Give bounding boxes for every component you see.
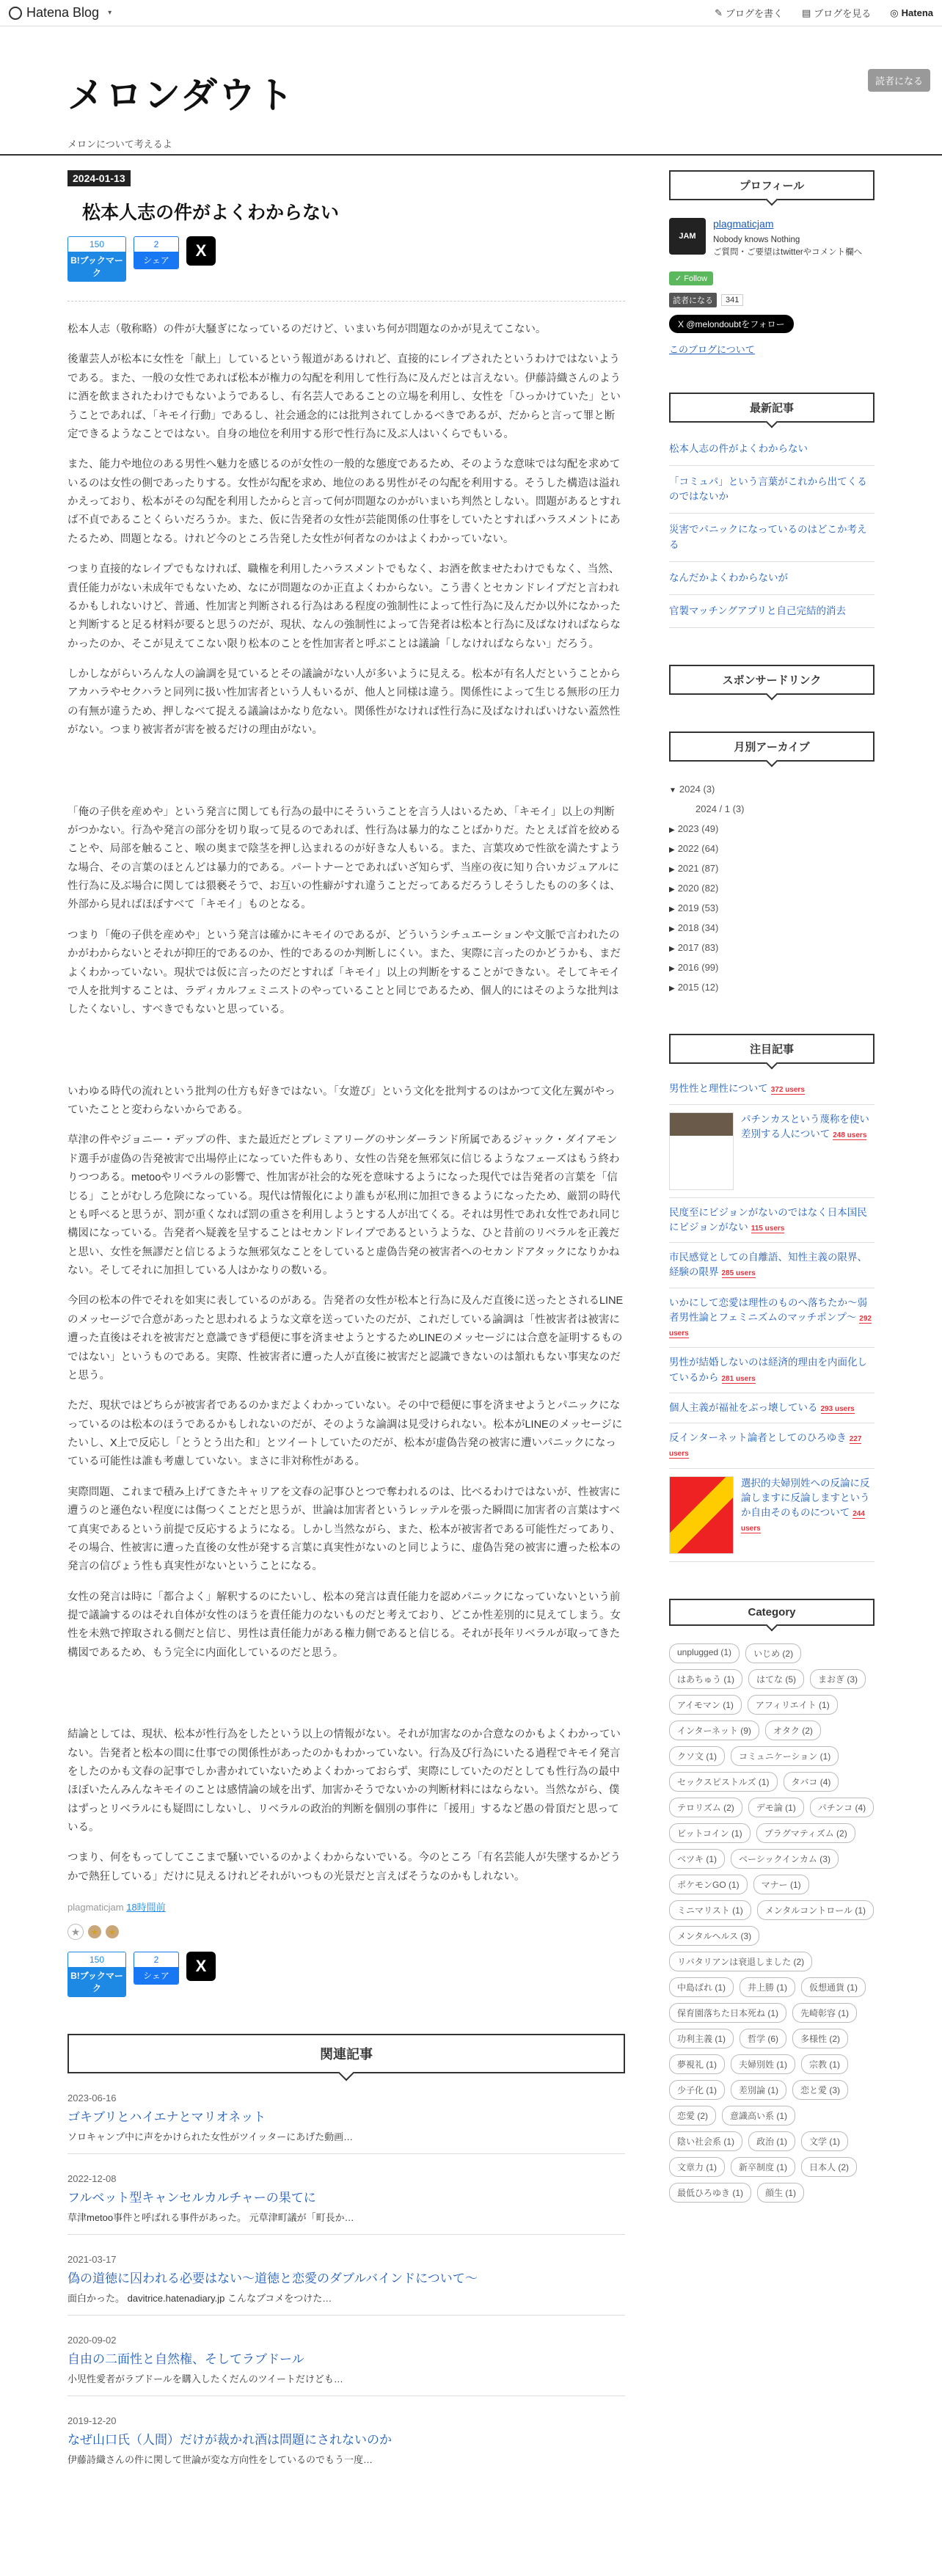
archive-year[interactable] (669, 779, 875, 799)
view-blog-link[interactable] (802, 6, 871, 20)
category-tag[interactable]: 保育園落ちた日本死ね (1) (669, 2003, 786, 2023)
profile-bio: Nobody knows Nothing ご質問・ご要望はtwitterやコメント欄へ (713, 236, 863, 258)
category-tag[interactable]: 差別論 (1) (731, 2080, 786, 2100)
category-tag[interactable]: 功利主義 (1) (669, 2029, 734, 2048)
related-item[interactable] (67, 2173, 625, 2235)
triangle-right-icon[interactable]: ▶ (669, 866, 675, 875)
category-tag[interactable]: オタク (2) (765, 1721, 821, 1740)
category-tag[interactable]: タバコ (4) (784, 1772, 839, 1792)
category-tag[interactable]: いじめ (2) (745, 1643, 801, 1663)
category-tag[interactable]: マナー (1) (753, 1875, 809, 1894)
paragraph: つまり「俺の子供を産めや」という発言は確かにキモイのであるが、どういうシチュエーションや文脈で言われたのかがわからないとそれが抑圧的であるのか、性的であるのか判断しにくい。また、実際に言ったのかどうかも、まだよくわかっていない。現状では仮に言ったのだとすれば「キモイ」以上の判断をすることができない。そしてキモイで人を批判することは、ラディカルフェミニストのやっていることと同じであるため、個人的にはそのような批判はしたくないし、すべきでもないと思っている。 (67, 929, 621, 1016)
category-tag[interactable]: 新卒制度 (1) (731, 2157, 795, 2177)
related-snippet: 伊藤詩織さんの件に関して世論が変な方向性をしているのでもう一度… (67, 2454, 373, 2466)
profile-card (669, 218, 875, 260)
divider (67, 301, 625, 302)
related-date: 2023-06-16 (67, 2092, 117, 2104)
divider (67, 2153, 625, 2154)
triangle-right-icon[interactable]: ▶ (669, 985, 675, 993)
category-tag[interactable]: 仮想通貨 (1) (801, 1977, 866, 1997)
x-share-button[interactable]: X (186, 1952, 216, 1981)
attention-item[interactable] (669, 1198, 875, 1244)
attention-list (669, 1074, 875, 1561)
category-tag[interactable]: 夢視礼 (1) (669, 2054, 725, 2074)
category-tag[interactable]: ビットコイン (1) (669, 1823, 751, 1843)
attention-item[interactable] (669, 1393, 875, 1423)
x-share-button[interactable]: X (186, 236, 216, 266)
archive-year[interactable] (669, 858, 875, 878)
attention-title[interactable]: 市民感覚としての自離語、知性主義の限界、経験の限界 (669, 1252, 867, 1278)
category-tag[interactable]: テロリズム (2) (669, 1798, 742, 1817)
attention-item[interactable] (669, 1423, 875, 1469)
related-title[interactable]: ゴキブリとハイエナとマリオネット (67, 2110, 266, 2125)
star-user-avatar[interactable]: ★ (106, 1925, 119, 1938)
bookmark-label: B!ブックマーク (68, 252, 125, 281)
category-tag[interactable]: リバタリアンは衰退しました (2) (669, 1952, 812, 1971)
attention-title[interactable]: 男性が結婚しないのは経済的理由を内面化しているから (669, 1357, 867, 1383)
paragraph: 草津の件やジョニー・デップの件、また最近だとプレミアリーグのサンダーランド所属であるジャック・ダイアモンド選手が虚偽の告発被害で出場停止になっていた件もあり、女性の告発を無邪気に信じるようなフェーズはもう終わりつつある。metooやリベラルの影響で、性加害が社会的な死を意味するようになった現代では告発者の言葉を「信じる」ことがむしろ危険になっている。現代は情報化により誰もが私刑に加担できるようになったため、厳罰の時代とも呼べると思うが、罰が重くなれば罰の重さを利用しようとする人が出てくる。それは男性であれ女性であれ同じ構図になっている。告発者へ疑義を呈することはセカンドレイプであるというような、ひと昔前のリベラルを正義だと思い、女性を無謬だと信じるような無邪気なことをしていると虚偽告発の被害者へのセカンドアタックになりかねない。そしてそれに加担している人はかなりの数いる。 (67, 1134, 621, 1277)
archive-year[interactable] (669, 878, 875, 898)
related-snippet: 小児性愛者がラブドールを購入したくだんのツイートだけども… (67, 2374, 343, 2385)
archive-year-label[interactable]: 2018 (34) (677, 922, 719, 934)
category-tag[interactable]: ベーシックインカム (3) (731, 1849, 839, 1869)
archive-heading: 月別アーカイブ (669, 731, 875, 762)
pencil-icon: ✎ (715, 7, 723, 18)
write-blog-label: ブログを書く (725, 8, 783, 19)
related-item[interactable] (67, 2335, 625, 2396)
attention-users[interactable]: 281 users (721, 1374, 756, 1383)
paragraph: つまり、何をもってしてここまで騒いでいるのかよくわからないでいる。今のところ「有名芸能人が失墜するかどうかで熱狂している」だけに見えるけれどそれがいつもの光景だと言えばそうなのかもしれない。 (67, 1852, 621, 1883)
recent-list (669, 433, 875, 629)
archive-year-label[interactable]: 2023 (49) (677, 823, 719, 835)
attention-item[interactable] (669, 1348, 875, 1393)
category-tag[interactable]: 宗教 (1) (801, 2054, 848, 2074)
attention-users[interactable]: 244 users (741, 1510, 865, 1533)
triangle-down-icon[interactable]: ▼ (669, 787, 676, 795)
category-tag[interactable]: セックスピストルズ (1) (669, 1772, 778, 1792)
related-snippet: 草津metoo事件と呼ばれる事件があった。 元草津町議が「町長か… (67, 2212, 354, 2224)
category-tag[interactable]: ミニマリスト (1) (669, 1900, 751, 1920)
paragraph: 結論としては、現状、松本が性行為をしたという以上の情報がない。それが加害なのか合意なのかもよくわかっていない。告発者と松本の間に仕事での関係性があったのかもわかっていない。行為及び行為にいたる過程でキモイ発言をしたのかも文春の記事でしか書かれていないためよくわかっておらず、実際にしていたのだとしても性行為の最中ほぼいたんみんなキモイのことは感情論の域を出ず、加害かそうでないかの判断材料にはならない。当然ながら、僕はずっとリベラルにも疑問にしないし、リベラルの政治的判断を個別の事件に「援用」するなど愚の骨頂だと思っている。 (67, 1729, 621, 1834)
category-tag[interactable]: パチンコ (4) (810, 1798, 874, 1817)
attention-item[interactable] (669, 1469, 875, 1562)
facebook-share-button[interactable] (134, 236, 179, 269)
category-tag[interactable]: 文章力 (1) (669, 2157, 725, 2177)
category-module (669, 1599, 875, 2203)
recent-item[interactable]: 災害でパニックになっているのはどこか考える (669, 514, 875, 562)
paragraph: また、能力や地位のある男性へ魅力を感じるのが女性の一般的な態度であるため、そのような意味では勾配を求めているのは女性の側であったりする。女性が勾配を求め、地位のある男性がその勾配を利用する。そうした構造は溢れかえっており、松本がその勾配を利用したからと言って何が問題なのかがいまいち判然としない。問題があるとすれば不貞であることくらいだろうか。また、仮に告発者の女性が芸能関係の仕事をしていたとすればハラスメントにあたるため、問題となる。けれど今のところ告発した女性が何者なのかはよくわかっていない。 (67, 459, 621, 545)
profile-module (669, 170, 875, 356)
recent-item[interactable]: 「コミュパ」という言葉がこれから出てくるのではないか (669, 466, 875, 514)
hatena-logo-icon (9, 7, 22, 20)
category-tag[interactable]: コミュニケーション (1) (731, 1746, 839, 1766)
related-title[interactable]: フルベット型キャンセルカルチャーの果てに (67, 2191, 316, 2205)
archive-year[interactable] (669, 977, 875, 997)
triangle-right-icon[interactable]: ▶ (669, 945, 675, 954)
attention-title[interactable]: 男性性と理性について (669, 1083, 768, 1095)
recent-module (669, 393, 875, 629)
related-title[interactable]: 自由の二面性と自然権、そしてラブドール (67, 2352, 304, 2367)
x-follow-button[interactable]: X @melondoubtをフォロー (669, 315, 794, 333)
paragraph: 女性の発言は時に「都合よく」解釈するのにたいし、松本の発言は責任能力を認めパニックになっていないという前提で議論するのはそれ自体が女性のほうを責任能力のないものだと考えており、どこか性差別的に見えてしまう。女性を未熟で搾取される側だと信じ、男性は責任能力がある権力側であると信じる。それが長年リベラルが取ってきた構図であるため、もう完全に内面化しているのだと思う。 (67, 1591, 621, 1659)
archive-month[interactable]: 2024 / 1 (3) (695, 803, 745, 815)
bookmark-count: 150 (68, 1952, 125, 1967)
paragraph: いわゆる時代の流れという批判の仕方も好きではない。「女遊び」という文化を批判するのはかつて文化左翼がやっていたことと変わらないからである。 (67, 1085, 616, 1116)
category-heading: Category (669, 1599, 875, 1626)
archive-year[interactable] (669, 938, 875, 957)
attention-title[interactable]: いかにして恋愛は理性のものへ落ちたか～弱者男性論とフェミニズムのマッチポンプ～ (669, 1296, 867, 1323)
brand-label: Hatena Blog (26, 5, 100, 20)
attention-users[interactable]: 248 users (833, 1131, 867, 1139)
paragraph: 「俺の子供を産めや」という発言に関しても行為の最中にそういうことを言う人はいるため、「キモイ」以上の判断がつかない。行為や発言の部分を切り取って見るのであれば、性行為は暴力的なことばかりだ。たとえば首を絞めることや、局部を触ること、喉の奥まで陰茎を押し込まれるのが好きな人もいる。また、言葉攻めで性欲を満たすような場合、その言葉のほとんどは暴力的である。パートナーとであればいざ知らず、当座の夜に知り合いカジュアルに性行為に及ぶ場合に関しては猥褻そうで、お互いの性癖がすれ違うことだってあるだろうしそうしたものの多くは、外部から見ればほぼすべて「キモイ」ものとなる。 (67, 806, 621, 911)
add-star-icon[interactable]: ★ (67, 1924, 84, 1940)
profile-heading: プロフィール (669, 170, 875, 200)
paragraph: 後輩芸人が松本に女性を「献上」しているという報道があるけれど、直接的にレイプされたというわけではないようである。また、一般の女性であれば松本が権力の勾配を利用して性行為に及んだとは言えない。伊藤詩織さんのように酒を飲まされたわけでもないようであるし、有名芸人であることの立場を利用し、女性を「ひっかけていた」ということであれば、「キモイ行動」であるし、社会通念的には批判されてしかるべきであるが、だからと言って罪と断定できるようなことではない。自身の地位を利用する形で性行為に及ぶ人はいくらでもいる。 (67, 354, 621, 440)
reader-count: 341 (721, 294, 743, 306)
archive-module (669, 731, 875, 997)
category-tag[interactable]: 顔生 (1) (757, 2183, 804, 2203)
blog-description: メロンについて考えるよ (67, 139, 172, 150)
attention-users[interactable]: 285 users (721, 1269, 756, 1278)
category-tag[interactable]: 中島ばれ (1) (669, 1977, 734, 1997)
category-tag[interactable]: 哲学 (6) (740, 2029, 786, 2048)
recent-item[interactable]: 官製マッチングアプリと自己完結的消去 (669, 595, 875, 628)
category-tag[interactable]: アフィリエイト (1) (748, 1695, 838, 1715)
triangle-right-icon[interactable]: ▶ (669, 965, 675, 974)
archive-year[interactable] (669, 957, 875, 977)
archive-year-label[interactable]: 2016 (99) (677, 962, 719, 974)
category-tag[interactable]: 先崎彰容 (1) (792, 2003, 857, 2023)
category-tag[interactable]: メンタルヘルス (3) (669, 1926, 759, 1946)
attention-module (669, 1034, 875, 1561)
category-tag[interactable]: 陰い社会系 (1) (669, 2131, 742, 2151)
related-item[interactable] (67, 2254, 625, 2316)
recent-item[interactable]: なんだかよくわからないが (669, 562, 875, 595)
related-heading: 関連記事 (67, 2034, 625, 2073)
chevron-down-icon[interactable]: ▾ (108, 9, 112, 17)
reader-subscribe-button[interactable]: 読者になる (669, 293, 717, 307)
attention-users[interactable]: 292 users (669, 1314, 872, 1338)
hatena-icon: ◎ (890, 7, 899, 18)
archive-list (669, 779, 875, 997)
spacer (67, 752, 625, 803)
triangle-right-icon[interactable]: ▶ (669, 886, 675, 894)
fb-label: シェア (134, 252, 178, 269)
global-header (0, 0, 942, 26)
archive-year-label[interactable]: 2021 (87) (677, 863, 719, 875)
sponsor-heading: スポンサードリンク (669, 665, 875, 695)
paragraph: しかしながらいろんな人の論調を見ているとその議論がない人が多いように見える。松本が有名人だということからアカハラやセクハラと同列に扱い性加害者という人もいるが、他人と同様は違う。関係性によって生じる無形の圧力の有無が違うため、押しなべて捉える議論はかなり危ない。関係性がなければ性行為に及ばなければいけない蓋然性がない。つまり被害者が害を被るだけの理由がない。 (67, 668, 621, 737)
share-buttons-bottom (67, 1952, 625, 1997)
entry-footer-author (67, 1900, 625, 1913)
category-tag[interactable]: 文学 (1) (801, 2131, 848, 2151)
attention-item[interactable] (669, 1288, 875, 1349)
attention-thumbnail[interactable] (669, 1476, 734, 1554)
reader-button[interactable]: 読者になる (868, 69, 930, 92)
category-tag[interactable]: 意識高い系 (1) (722, 2106, 795, 2126)
category-tag[interactable]: ポケモンGO (1) (669, 1875, 748, 1894)
entry-body (67, 321, 625, 1886)
attention-users[interactable]: 293 users (820, 1404, 855, 1413)
related-title[interactable]: 偽の道徳に囚われる必要はない～道徳と恋愛のダブルバインドについて～ (67, 2272, 478, 2286)
profile-avatar[interactable]: JAM (669, 218, 706, 255)
hatena-account-link[interactable] (890, 7, 933, 19)
author-name[interactable]: plagmaticjam (67, 1902, 124, 1913)
attention-title[interactable]: パチンカスという蔑称を使い差別する人について (741, 1113, 869, 1139)
related-date: 2020-09-02 (67, 2335, 117, 2346)
triangle-right-icon[interactable]: ▶ (669, 846, 675, 855)
category-tag[interactable]: ベツキ (1) (669, 1849, 725, 1869)
category-tag[interactable]: デモ論 (1) (748, 1798, 804, 1817)
hatena-bookmark-button[interactable] (67, 1952, 126, 1997)
paragraph: 実際問題、これまで積み上げてきたキャリアを文春の記事ひとつで奪われるのは、比べるわけではないが、性被害に遭うのと遜色ない程度には傷つくことだと思うが、世論は加害者というレッテルを張った瞬間に加害者の言葉はすべて真実であるという前提で反応するようになる。しかし当然ながら、また、松本が被害者である可能性だってあり、その場合、性被害に遭った直後の女性が発する言葉に真実性がないのと同じように、虚偽告発の被害に遭った松本の発言の信ぴょう性も真実性がないということになる。 (67, 1486, 621, 1573)
archive-year[interactable] (669, 898, 875, 918)
triangle-right-icon[interactable]: ▶ (669, 905, 675, 914)
hatena-label: Hatena (901, 7, 933, 18)
related-date: 2019-12-20 (67, 2415, 117, 2427)
star-user-avatar[interactable]: ★ (88, 1925, 101, 1938)
paragraph: 松本人志（敬称略）の件が大騒ぎになっているのだけど、いまいち何が問題なのかが見えてこない。 (67, 324, 547, 335)
category-tag[interactable]: クソ文 (1) (669, 1746, 725, 1766)
main-content (67, 170, 625, 2466)
triangle-right-icon[interactable]: ▶ (669, 826, 675, 835)
category-tag[interactable]: 政治 (1) (748, 2131, 795, 2151)
attention-title[interactable]: 個人主義が福祉をぶっ壊している (669, 1401, 818, 1413)
archive-year[interactable] (669, 819, 875, 839)
category-tag[interactable]: まおぎ (3) (810, 1669, 866, 1689)
spacer (67, 1674, 625, 1726)
attention-users[interactable]: 115 users (751, 1224, 785, 1233)
related-date: 2022-12-08 (67, 2173, 117, 2185)
category-tag[interactable]: 日本人 (2) (801, 2157, 857, 2177)
hatena-bookmark-button[interactable] (67, 236, 126, 282)
recent-item[interactable]: 松本人志の件がよくわからない (669, 433, 875, 466)
fb-count: 2 (153, 1955, 159, 1966)
category-tag[interactable]: はあちゅう (1) (669, 1669, 742, 1689)
write-blog-link[interactable] (715, 6, 783, 20)
hatena-blog-logo[interactable] (9, 5, 112, 21)
category-tag[interactable]: 恋と愛 (3) (792, 2080, 848, 2100)
fb-label: シェア (134, 1967, 178, 1984)
attention-item[interactable] (669, 1105, 875, 1198)
star-area (67, 1924, 625, 1940)
attention-users[interactable]: 227 users (669, 1435, 862, 1459)
related-snippet: 面白かった。 davitrice.hatenadiary.jp こんなブコメをつけた… (67, 2293, 332, 2305)
category-tag[interactable]: アイモマン (1) (669, 1695, 742, 1715)
reader-row (669, 293, 875, 307)
archive-year-label[interactable]: 2020 (82) (677, 883, 719, 894)
related-snippet: ソロキャンプ中に声をかけられた女性がツイッターにあげた動画… (67, 2131, 354, 2143)
category-tag[interactable]: 井上勝 (1) (740, 1977, 795, 1997)
category-list (669, 1643, 875, 2203)
divider (67, 2315, 625, 2316)
archive-year[interactable] (669, 918, 875, 938)
attention-item[interactable] (669, 1243, 875, 1288)
about-blog-link[interactable]: このブログについて (669, 343, 755, 355)
blog-title[interactable]: メロンダウト (67, 75, 295, 116)
attention-title[interactable]: 選択的夫婦別姓への反論に反論しますに反論しますというか自由そのものについて (741, 1477, 870, 1518)
entry-time-ago[interactable]: 18時間前 (126, 1902, 166, 1913)
category-tag[interactable]: はてな (5) (748, 1669, 804, 1689)
archive-year-label[interactable]: 2015 (12) (677, 982, 719, 993)
fb-count: 2 (153, 239, 159, 249)
archive-year-label[interactable]: 2024 (3) (679, 784, 715, 795)
spacer (67, 1032, 625, 1083)
related-item[interactable] (67, 2092, 625, 2154)
archive-year[interactable] (669, 839, 875, 858)
profile-name[interactable]: plagmaticjam (713, 218, 774, 230)
bookmark-count: 150 (68, 237, 125, 252)
attention-users[interactable]: 372 users (770, 1086, 805, 1095)
archive-year-label[interactable]: 2022 (64) (677, 843, 719, 855)
bookmark-label: B!ブックマーク (68, 1967, 125, 1996)
related-item[interactable] (67, 2415, 625, 2466)
category-tag[interactable]: メンタルコントロール (1) (757, 1900, 874, 1920)
category-tag[interactable]: 多様性 (2) (792, 2029, 848, 2048)
recent-heading: 最新記事 (669, 393, 875, 423)
triangle-right-icon[interactable]: ▶ (669, 925, 675, 934)
attention-title[interactable]: 反インターネット論者としてのひろゆき (669, 1432, 847, 1443)
archive-year-label[interactable]: 2017 (83) (677, 942, 719, 954)
facebook-share-button[interactable] (134, 1952, 179, 1985)
sponsor-module (669, 665, 875, 695)
attention-item[interactable] (669, 1074, 875, 1104)
category-tag[interactable]: 最低ひろゆき (1) (669, 2183, 751, 2203)
related-date: 2021-03-17 (67, 2254, 117, 2266)
sidebar (669, 170, 875, 2239)
blog-icon: ▤ (801, 7, 811, 18)
entry-date[interactable]: 2024-01-13 (67, 170, 131, 186)
category-tag[interactable]: 夫婦別姓 (1) (731, 2054, 795, 2074)
category-tag[interactable]: インターネット (9) (669, 1721, 759, 1740)
category-tag[interactable]: プラグマティズム (2) (756, 1823, 855, 1843)
related-title[interactable]: なぜ山口氏（人間）だけが裁かれ酒は問題にされないのか (67, 2433, 392, 2448)
follow-button[interactable]: ✓ Follow (669, 271, 713, 285)
category-tag[interactable]: 恋愛 (2) (669, 2106, 716, 2126)
attention-thumbnail[interactable] (669, 1112, 734, 1190)
view-blog-label: ブログを見る (814, 8, 872, 19)
divider (67, 2234, 625, 2235)
attention-title[interactable]: 民度至にビジョンがないのではなく日本国民にビジョンがない (669, 1206, 867, 1233)
archive-year-label[interactable]: 2019 (53) (677, 902, 719, 914)
paragraph: つまり直接的なレイプでもなければ、職権を利用したハラスメントでもなく、お酒を飲ませたわけでもなく、当然、責任能力がない未成年でもないため、なにが問題なのか正直よくわからない。こう書くとセカンドレイプだと言われるかもしれないけど、普通、性加害と判断される行為はある程度の強制性によって性行為に及んだか以外になかったと判断すると足る材料が要ると思うのだが、現状、なんの強制性によって告発者は松本と行為に及ばなければならなかったのか、そこが見えてこない限り松本のことを性加害者と呼ぶことは議論「しなければならない」だろう。 (67, 563, 621, 650)
global-actions (715, 6, 933, 20)
blog-header (0, 26, 942, 156)
paragraph: ただ、現状ではどちらが被害者であるのかまだよくわかっていない。その中で穏便に事を済ませようとパニックになっているのは松本のほうであるかもしれないのだが、そのような論調は見受けられない。松本がLINEのメッセージにたいし、X上で反応し「とうとう出た和」とツイートしていたのだが、松本が虚偽告発の被害に遭いパニックになっている可能性は誰も考慮していない。まさに非対称性がある。 (67, 1400, 623, 1468)
category-tag[interactable]: unplugged (1) (669, 1643, 740, 1663)
category-tag[interactable]: 少子化 (1) (669, 2080, 725, 2100)
entry-title[interactable]: 松本人志の件がよくわからない (82, 202, 340, 223)
related-list (67, 2092, 625, 2466)
attention-heading: 注目記事 (669, 1034, 875, 1064)
share-buttons-top (67, 236, 625, 282)
paragraph: 今回の松本の件でそれを如実に表しているのがある。告発者の女性が松本と行為に及んだ直後に送ったとされるLINEのメッセージで合意があったと思われるような文章を送っていたのだが、これだしている論調は「性被害者は被害に遭った直後はそれを被害だと意識できず穏便に事を済ませようとするためLINEのメッセージには合意を証明するものではない」というものである。実際、性被害者に遭った人が直後に被害だと認識できないのは頷れもない事実なのだと思う。 (67, 1295, 624, 1382)
